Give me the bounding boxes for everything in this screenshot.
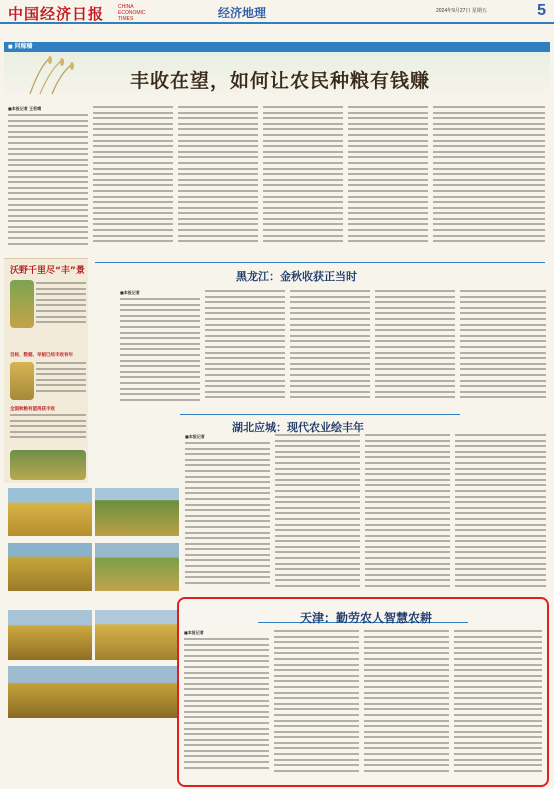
tianjin-headline: 天津：勤劳农人智慧农耕 xyxy=(300,611,433,625)
issue-date: 2024年9月27日 星期五 xyxy=(436,8,487,14)
tianjin-photo-3 xyxy=(8,666,179,718)
hubei-photo-4 xyxy=(95,543,179,591)
hlj-col2 xyxy=(205,290,285,408)
hlj-col4 xyxy=(375,290,455,408)
sidebar-subtitle-1: 目标、数据、早稻已经丰收有年 xyxy=(10,353,73,358)
feature-bar xyxy=(4,42,550,52)
wheat-illustration-icon xyxy=(20,56,110,96)
main-article-col1 xyxy=(8,114,88,254)
feature-tag: ■ 问稼穑 xyxy=(8,42,32,52)
sidebar-text-1 xyxy=(36,282,86,330)
sidebar-text-2 xyxy=(36,362,86,400)
hlj-col3 xyxy=(290,290,370,408)
hubei-photo-1 xyxy=(8,488,92,536)
tianjin-photo-2 xyxy=(95,610,179,660)
section-title: 经济地理 xyxy=(218,6,267,20)
hlj-col1 xyxy=(120,298,200,408)
tianjin-photo-1 xyxy=(8,610,92,660)
page-number: 5 xyxy=(537,2,546,19)
hubei-byline: ■本报记者 xyxy=(185,434,205,439)
sidebar-subtitle-2: 全国秋粮有望再获丰收 xyxy=(10,407,55,412)
main-headline: 丰收在望，如何让农民种粮有钱赚 xyxy=(130,70,431,92)
main-article-col3 xyxy=(178,106,258,254)
sidebar-photo-2 xyxy=(10,362,34,400)
main-article-col2 xyxy=(93,106,173,254)
hubei-col4 xyxy=(455,434,546,592)
sidebar-photo-1 xyxy=(10,280,34,328)
tianjin-col2 xyxy=(274,630,359,780)
main-article-col5 xyxy=(348,106,428,254)
heilongjiang-headline: 黑龙江：金秋收获正当时 xyxy=(236,270,357,283)
hubei-rule xyxy=(180,414,460,415)
tianjin-col1 xyxy=(184,638,269,780)
hubei-col2 xyxy=(275,434,360,592)
hubei-col1 xyxy=(185,442,270,592)
hubei-photo-3 xyxy=(8,543,92,591)
hubei-headline: 湖北应城：现代农业绘丰年 xyxy=(232,421,364,434)
newspaper-logo: 中国经济日报 xyxy=(8,5,105,23)
main-article-col6 xyxy=(433,106,545,254)
newspaper-logo-en: CHINA ECONOMIC TIMES xyxy=(118,4,146,22)
tianjin-col4 xyxy=(454,630,542,780)
hlj-col5 xyxy=(460,290,546,408)
hubei-photo-2 xyxy=(95,488,179,536)
main-byline: ■本报记者 王若晴 xyxy=(8,106,42,111)
sidebar-photo-3 xyxy=(10,450,86,480)
sidebar-title: 沃野千里尽“丰”景 xyxy=(10,266,85,276)
hubei-col3 xyxy=(365,434,450,592)
masthead xyxy=(0,0,554,24)
tianjin-byline: ■本报记者 xyxy=(184,630,204,635)
heilongjiang-rule xyxy=(95,262,545,263)
hlj-byline: ■本报记者 xyxy=(120,290,140,295)
main-article-col4 xyxy=(263,106,343,254)
sidebar-text-3 xyxy=(10,414,86,448)
tianjin-col3 xyxy=(364,630,449,780)
